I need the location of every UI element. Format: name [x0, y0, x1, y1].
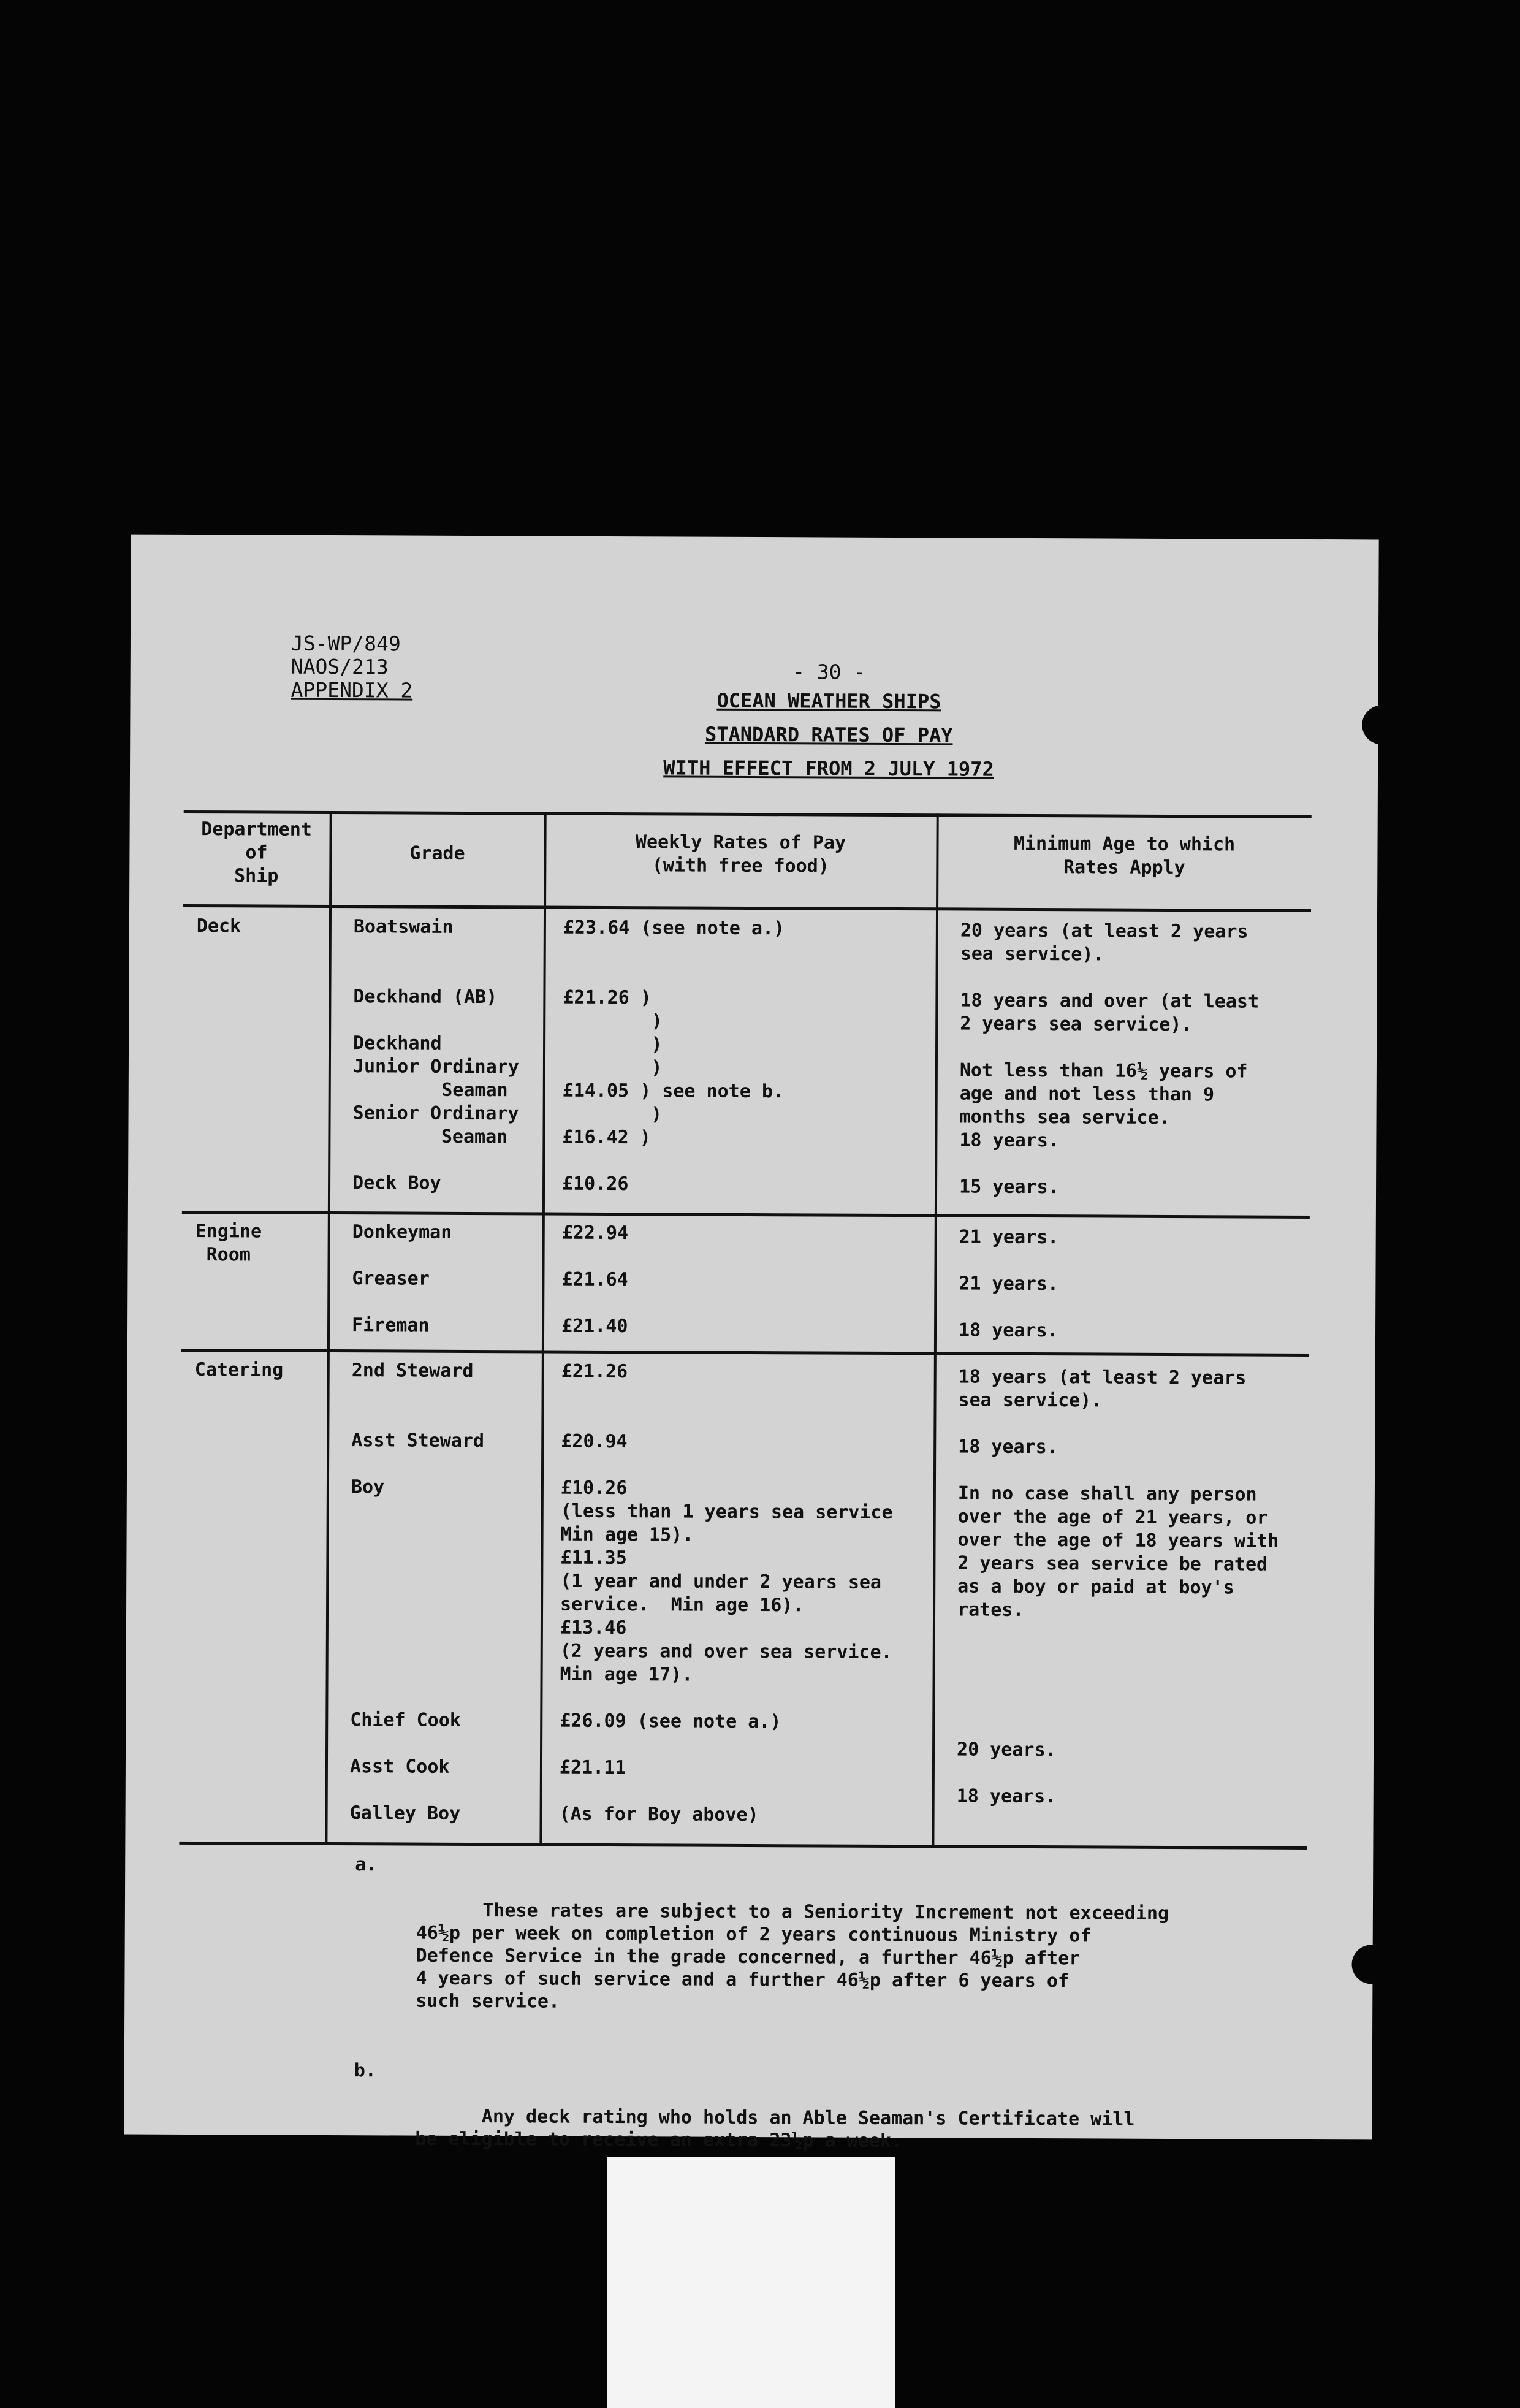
punch-hole	[1362, 705, 1401, 744]
note-text: These rates are subject to a Seniority Increment not exceeding 46½p per week on completion of 2 years continuous Ministry of Defence Service in the grade concerned, a further 46½p after 4 years of such service and a further 46½p after 6 years of such service.	[416, 1900, 1169, 2013]
table-rule	[182, 1211, 1310, 1219]
dept-engine-room: Engine Room	[195, 1221, 262, 1266]
blank-card	[607, 2157, 895, 2408]
header-age: Minimum Age to which Rates Apply	[1013, 833, 1236, 879]
table-rule	[179, 1842, 1307, 1850]
table-rule	[183, 904, 1311, 912]
document-page	[124, 535, 1378, 2152]
grades-deck: Boatswain Deckhand (AB) Deckhand Junior Ordinary Seaman Senior Ordinary Seaman Deck Boy	[352, 916, 519, 1194]
title: OCEAN WEATHER SHIPS	[716, 688, 941, 714]
document-heading	[571, 659, 1087, 787]
grades-catering: 2nd Steward Asst Steward Boy Chief Cook Asst Cook Galley Boy	[349, 1360, 485, 1824]
ages-deck: 20 years (at least 2 years sea service). 18 years and over (at least 2 years sea service). Not less than 16½ years of age and not less than 9 months sea service. 18 years. 15 years.	[959, 920, 1260, 1198]
header-grade: Grade	[409, 842, 465, 864]
pay-rates-table	[184, 810, 1312, 1826]
note-label: b.	[354, 2060, 376, 2082]
note-a	[354, 1853, 1213, 2038]
dept-deck: Deck	[196, 915, 241, 937]
ages-catering: 18 years (at least 2 years sea service). 18 years. In no case shall any person over the age of 21 years, or over the age of 18 years with 2 years sea service be rated as a boy or paid at boy's rates. 20 years. 18 years.	[956, 1366, 1279, 1808]
column-divider	[325, 811, 332, 1845]
table-rule	[184, 810, 1312, 818]
reference-block	[291, 632, 413, 703]
ref-line: NAOS/213	[291, 654, 389, 679]
subtitle: STANDARD RATES OF PAY	[704, 722, 953, 747]
ages-engine-room: 21 years. 21 years. 18 years.	[958, 1226, 1059, 1342]
dept-catering: Catering	[194, 1359, 284, 1381]
column-divider	[539, 812, 546, 1846]
rates-catering: £21.26 £20.94 £10.26 (less than 1 years sea service Min age 15). £11.35 (1 year and under 2 years sea service. Min age 16). £13.46 (2 years and over sea service. Min age 17). £26.09 (see note a.) £21.11 (As for Boy above)	[559, 1360, 893, 1826]
page-number: - 30 -	[792, 660, 866, 684]
punch-hole	[1351, 1945, 1391, 1984]
effective-date: WITH EFFECT FROM 2 JULY 1972	[663, 756, 994, 781]
note-label: a.	[355, 1854, 378, 1876]
rates-deck: £23.64 (see note a.) £21.26 ) ) ) ) £14.05 ) see note b. ) £16.42 ) £10.26	[562, 916, 785, 1195]
ref-line: JS-WP/849	[291, 631, 401, 656]
notes-block	[354, 1853, 1213, 2201]
note-text: Any deck rating who holds an Able Seaman's Certificate will be eligible to receive an extra 23½p a week.	[415, 2106, 1135, 2152]
grades-engine-room: Donkeyman Greaser Fireman	[352, 1221, 452, 1336]
header-department: Department of Ship	[201, 818, 312, 887]
ref-line: APPENDIX 2	[291, 677, 413, 703]
header-rates: Weekly Rates of Pay (with free food)	[635, 831, 846, 877]
column-divider	[932, 813, 938, 1847]
table-rule	[181, 1349, 1309, 1357]
rates-engine-room: £22.94 £21.64 £21.40	[561, 1222, 629, 1338]
